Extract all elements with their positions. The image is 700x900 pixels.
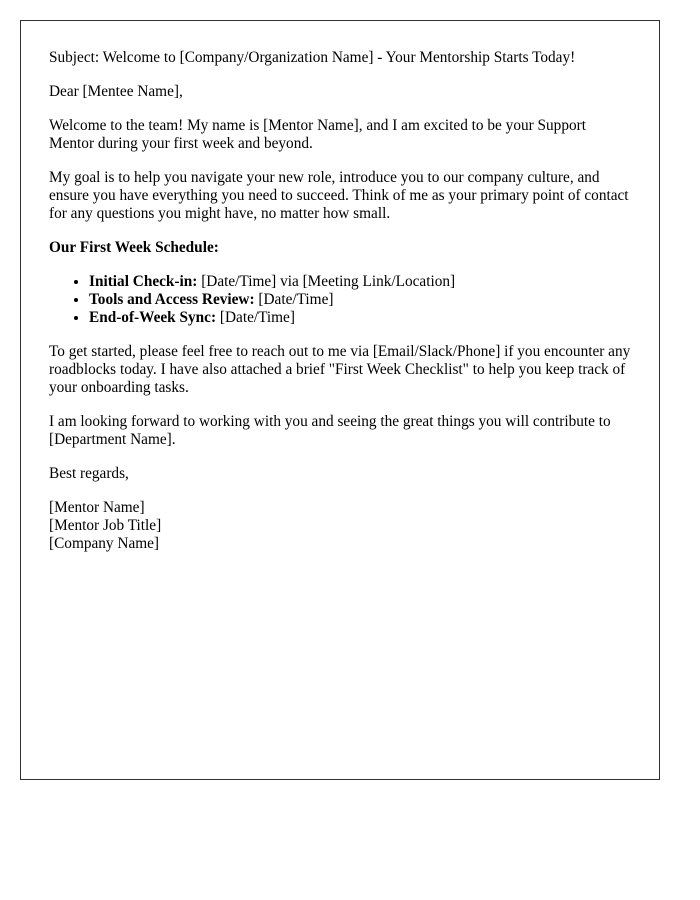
- letter-greeting: Dear [Mentee Name],: [49, 83, 183, 100]
- schedule-item: [89, 309, 631, 327]
- closing-paragraph: I am looking forward to working with you and seeing the great things you will contribute to [Department Name].: [49, 413, 611, 448]
- goal-paragraph: My goal is to help you navigate your new role, introduce you to our company culture, and ensure you have everything you need to succeed. Think of me as your primary point of contact for any questions you might have, no matter how small.: [49, 169, 629, 222]
- schedule-item-detail: [Date/Time]: [254, 291, 334, 308]
- letter-body: [49, 49, 631, 553]
- schedule-item-detail: [Date/Time]: [216, 309, 295, 326]
- getting-started-paragraph: To get started, please feel free to reach out to me via [Email/Slack/Phone] if you encounter any roadblocks today. I have also attached a brief "First Week Checklist" to help you keep track of your onboarding tasks.: [49, 343, 631, 396]
- intro-paragraph: Welcome to the team! My name is [Mentor Name], and I am excited to be your Support Mentor during your first week and beyond.: [49, 117, 586, 152]
- schedule-item: [89, 291, 631, 309]
- schedule-item-label: Initial Check-in:: [89, 273, 198, 290]
- schedule-item-label: End-of-Week Sync:: [89, 309, 217, 326]
- schedule-heading: Our First Week Schedule:: [49, 239, 219, 256]
- schedule-item: [89, 273, 631, 291]
- signature-company: [Company Name]: [49, 535, 160, 552]
- signature-name: [Mentor Name]: [49, 499, 145, 516]
- sign-off: Best regards,: [49, 465, 129, 482]
- signature-block: [49, 499, 631, 553]
- schedule-item-label: Tools and Access Review:: [89, 291, 255, 308]
- signature-title: [Mentor Job Title]: [49, 517, 162, 534]
- letter-page: [20, 20, 660, 780]
- letter-subject: Subject: Welcome to [Company/Organization Name] - Your Mentorship Starts Today!: [49, 49, 576, 66]
- schedule-list: [49, 273, 631, 327]
- schedule-item-detail: [Date/Time] via [Meeting Link/Location]: [197, 273, 456, 290]
